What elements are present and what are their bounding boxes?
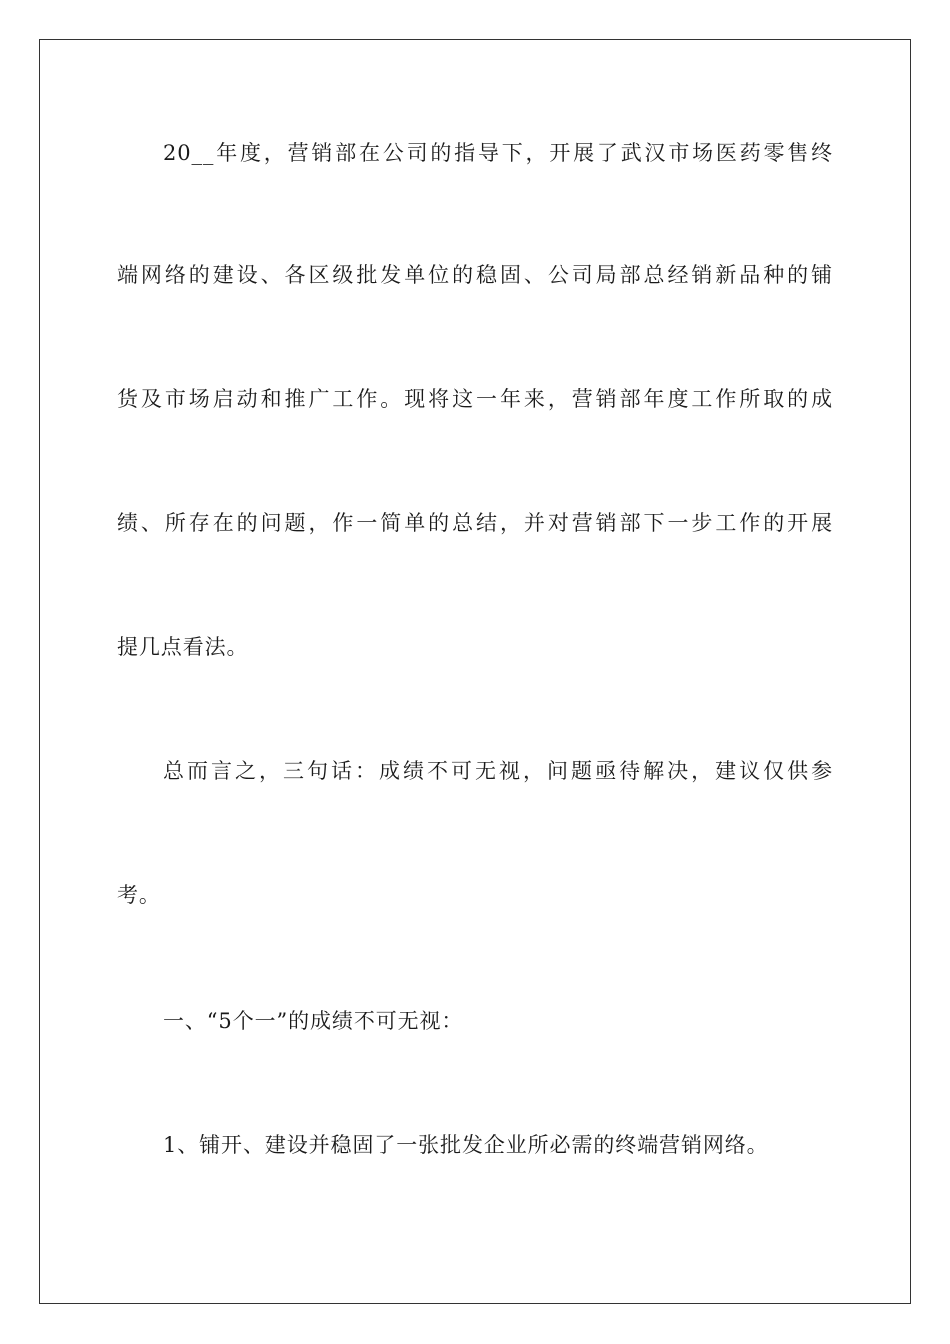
paragraph-2-line-2: 考。 xyxy=(117,883,161,907)
paragraph-1-line-4: 绩、所存在的问题，作一简单的总结，并对营销部下一步工作的开展 xyxy=(117,511,833,535)
section-heading: 一、“5个一”的成绩不可无视： xyxy=(163,1009,464,1033)
paragraph-1-line-3: 货及市场启动和推广工作。现将这一年来，营销部年度工作所取的成 xyxy=(117,387,833,411)
page-border xyxy=(39,39,911,1304)
paragraph-2-line-1: 总而言之，三句话：成绩不可无视，问题亟待解决，建议仅供参 xyxy=(163,759,833,783)
paragraph-1-line-1: 20__年度，营销部在公司的指导下，开展了武汉市场医药零售终 xyxy=(163,141,833,165)
paragraph-1-line-2: 端网络的建设、各区级批发单位的稳固、公司局部总经销新品种的铺 xyxy=(117,263,833,287)
paragraph-1-line-5: 提几点看法。 xyxy=(117,635,249,659)
list-item-1: 1、铺开、建设并稳固了一张批发企业所必需的终端营销网络。 xyxy=(163,1133,769,1157)
